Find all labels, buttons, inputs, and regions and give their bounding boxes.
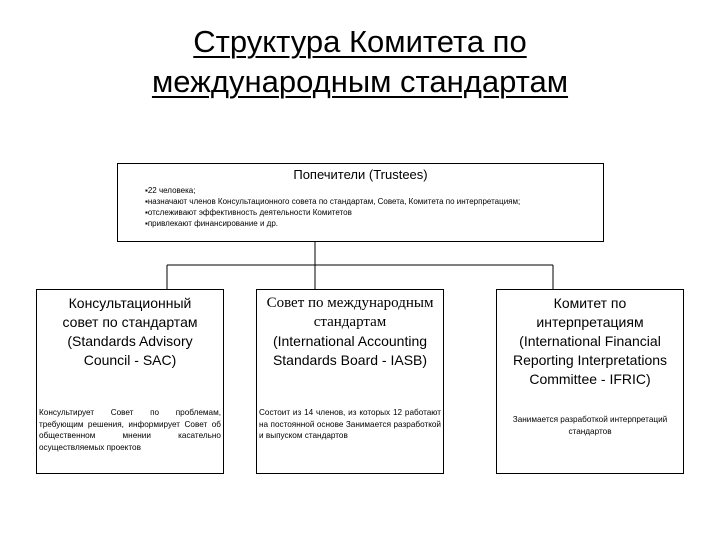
ifric-description: Занимается разработкой интерпретаций стандартов: [512, 415, 668, 436]
iasb-title: [261, 294, 439, 370]
sac-title: [41, 294, 219, 370]
ifric-title-line: (International Financial: [519, 333, 661, 349]
trustees-item: ▪22 человека;: [145, 186, 196, 195]
sac-title-line: Консультационный: [68, 295, 192, 311]
title-line-1: Структура Комитета по: [193, 24, 527, 59]
ifric-title-line: Reporting Interpretations: [512, 352, 668, 368]
ifric-title-line: Комитет по: [553, 295, 627, 311]
iasb-box: [256, 289, 444, 474]
ifric-title-line: интерпретациям: [536, 314, 644, 330]
trustees-item: ▪отслеживают эффективность деятельности Комитетов: [145, 208, 352, 217]
iasb-title-line: стандартам: [313, 314, 387, 330]
ifric-title: [501, 294, 679, 389]
sac-description: Консультирует Совет по проблемам, требующим решения, информирует Совет об общественном мнении касательно осуществляемых проектов: [39, 408, 221, 452]
iasb-title-line: Standards Board - IASB): [272, 352, 428, 368]
trustees-item: ▪привлекают финансирование и др.: [145, 219, 279, 228]
trustees-box: [117, 163, 604, 242]
trustees-list: [145, 185, 592, 229]
iasb-title-line: (International Accounting: [272, 333, 428, 349]
title-line-2: международным стандартам: [151, 64, 569, 99]
ifric-box: [496, 289, 684, 474]
sac-title-line: (Standards Advisory: [67, 333, 193, 349]
iasb-title-line: Совет по международным: [266, 295, 434, 311]
sac-box: [36, 289, 224, 474]
iasb-description: Состоит из 14 членов, из которых 12 работают на постоянной основе Занимается разработкой и выпуском стандартов: [259, 408, 441, 440]
sac-title-line: Council - SAC): [83, 352, 177, 368]
trustees-item: ▪назначают членов Консультационного совета по стандартам, Совета, Комитета по интерпретациям;: [145, 197, 521, 206]
sac-title-line: совет по стандартам: [62, 314, 198, 330]
trustees-title: Попечители (Trustees): [293, 167, 428, 182]
ifric-title-line: Committee - IFRIC): [529, 371, 651, 387]
